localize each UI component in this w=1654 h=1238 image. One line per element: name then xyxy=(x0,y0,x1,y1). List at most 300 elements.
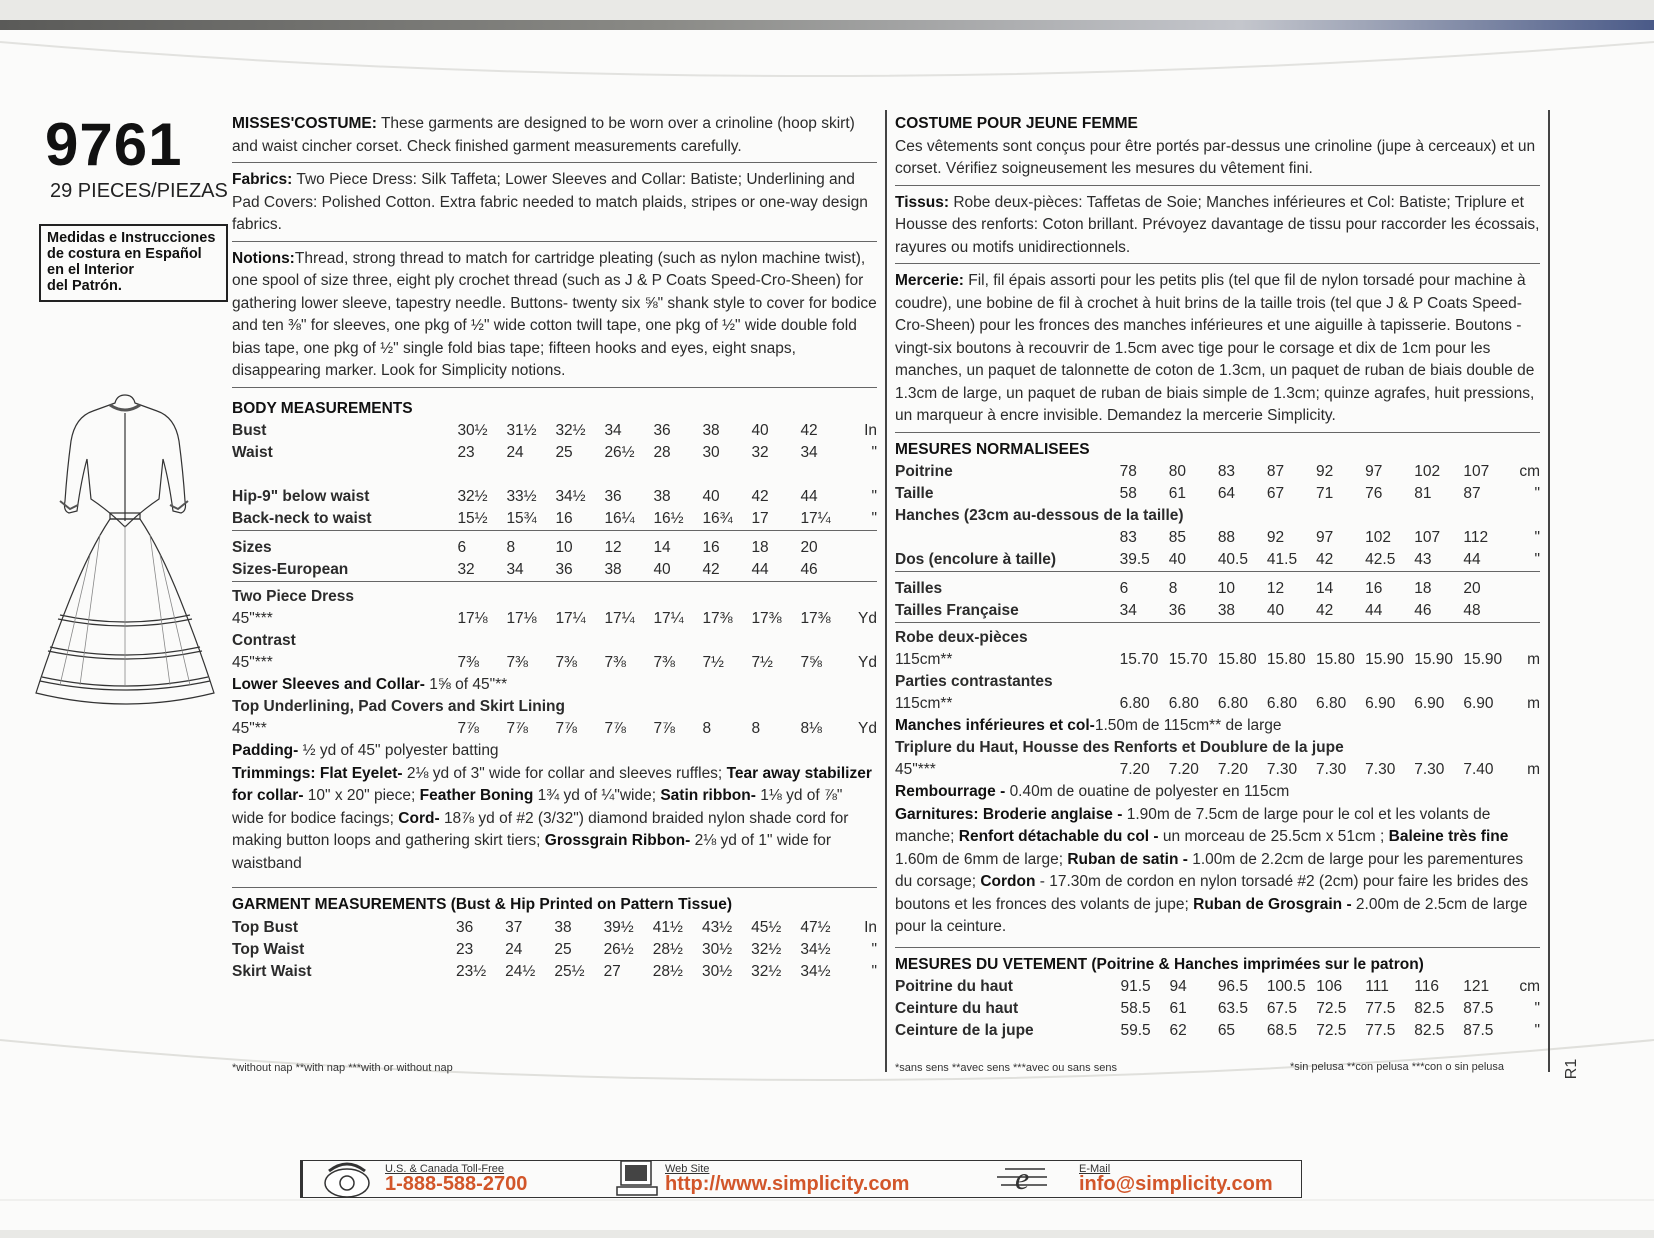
table-row xyxy=(895,671,1540,693)
cell: 23 xyxy=(455,940,474,958)
mesures-title: MESURES NORMALISEES xyxy=(895,440,1090,458)
row-label: Parties contrastantes xyxy=(895,673,1053,690)
cell: 97 xyxy=(1365,463,1383,480)
cell: 83 xyxy=(1217,463,1236,480)
cell: 87 xyxy=(1266,463,1285,480)
cell: 36 xyxy=(604,488,622,505)
cell: 27 xyxy=(603,962,621,980)
row-label: Dos (encolure à taille) xyxy=(895,551,1057,568)
cell: 8 xyxy=(1168,580,1178,597)
row-label: Skirt Waist xyxy=(232,962,312,980)
cell: 37 xyxy=(505,918,523,936)
cell: 30½ xyxy=(701,940,733,958)
svg-text:e: e xyxy=(1015,1160,1030,1196)
cell: 25 xyxy=(555,444,573,461)
cell: 28½ xyxy=(652,962,683,980)
cell: 7⅜ xyxy=(457,654,479,671)
intro-section xyxy=(895,113,1540,186)
cell: 16 xyxy=(555,510,573,527)
cell: 17 xyxy=(751,510,769,527)
cell: 42 xyxy=(1316,602,1334,619)
cell: 1.50m de 115cm** de large xyxy=(1094,717,1282,734)
row-label: Two Piece Dress xyxy=(232,588,355,605)
cell: 111 xyxy=(1365,978,1389,995)
cell: 6.80 xyxy=(1217,695,1248,712)
unit: " xyxy=(871,962,877,980)
cell: 40.5 xyxy=(1217,551,1248,568)
cell: 15.80 xyxy=(1266,651,1306,668)
cell: 7⅜ xyxy=(555,654,577,671)
cell: 87 xyxy=(1463,485,1481,502)
trim-label: Cordon xyxy=(980,873,1036,890)
row-label: Hip-9" below waist xyxy=(232,488,370,505)
cell: 7½ xyxy=(702,654,724,671)
vetement-table xyxy=(895,976,1540,1042)
row-label: Lower Sleeves and Collar- xyxy=(232,676,425,693)
cell: 39½ xyxy=(603,918,634,936)
contact-bar xyxy=(300,1160,1302,1198)
trim-label: Renfort détachable du col - xyxy=(958,828,1159,845)
cell: 7½ xyxy=(751,654,773,671)
unit: " xyxy=(871,444,877,461)
cell: 44 xyxy=(751,561,769,578)
cell: 78 xyxy=(1119,463,1137,480)
cell: 23½ xyxy=(455,962,487,980)
cell: 46 xyxy=(800,561,818,578)
notions-title: Notions: xyxy=(232,249,295,267)
cell: 7.30 xyxy=(1414,761,1445,778)
cell: 96.5 xyxy=(1217,978,1248,995)
vetement-title: MESURES DU VETEMENT (Poitrine & Hanches imprimées sur le patron) xyxy=(895,955,1424,973)
cell: 34½ xyxy=(800,940,831,958)
fabrics-title: Fabrics: xyxy=(232,171,293,188)
garnitures-section: Garnitures: Broderie anglaise - 1.90m de 7.5cm de large pour le col et les volants de manche; Renfort détachable du col - un morceau de 25.5cm x 51cm ; Baleine très fine 1.60m de 6mm de large; Ruban de satin - 1.00m de 2.2cm de large pour les parementures du corsage; Cordon - 17.30m de cordon en nylon torsadé #2 (2cm) pour faire les brides des boutons et les fronces des volants de jupe; Ruban de Grosgrain - 2.00m de 2.5cm de large pour la ceinture. xyxy=(895,804,1540,948)
row-label: Poitrine xyxy=(895,463,953,480)
footnote-spanish: *sin pelusa **con pelusa ***con o sin pelusa xyxy=(1290,1061,1505,1073)
table-row xyxy=(232,559,877,582)
row-label: Triplure du Haut, Housse des Renforts et Doublure de la jupe xyxy=(895,739,1344,756)
table-row xyxy=(895,600,1540,623)
row-label: Ceinture du haut xyxy=(895,1000,1019,1017)
row-label: Contrast xyxy=(232,632,296,649)
unit: m xyxy=(1527,761,1540,778)
cell: 41½ xyxy=(652,918,683,936)
unit: m xyxy=(1527,651,1540,668)
table-row xyxy=(895,649,1540,671)
cell: 8 xyxy=(506,539,516,556)
unit: In xyxy=(864,422,877,439)
row-label: 45"*** xyxy=(232,610,273,627)
phone-block xyxy=(385,1163,527,1196)
cell: 14 xyxy=(1316,580,1334,597)
row-label: 115cm** xyxy=(895,651,953,668)
cell: 7⅞ xyxy=(653,720,675,737)
cell: 15.70 xyxy=(1168,651,1208,668)
cell: 18 xyxy=(751,539,769,556)
cell: 65 xyxy=(1217,1022,1236,1039)
cell: 7⅞ xyxy=(506,720,528,737)
cell: 7.20 xyxy=(1168,761,1199,778)
cell: 15.80 xyxy=(1316,651,1355,668)
cell: 34½ xyxy=(555,488,586,505)
cell: 61 xyxy=(1169,1000,1187,1017)
spanish-instructions-box xyxy=(39,224,228,302)
cell: 25½ xyxy=(554,962,585,980)
body-measurements-table xyxy=(232,420,877,740)
table-row xyxy=(232,420,877,442)
padding-line: Padding- ½ yd of 45" polyester batting xyxy=(232,742,499,759)
table-row xyxy=(895,1020,1540,1042)
cell: 10 xyxy=(555,539,573,556)
table-row xyxy=(895,998,1540,1020)
cell: 25 xyxy=(554,940,572,958)
cell: 32½ xyxy=(457,488,488,505)
column-divider xyxy=(885,110,887,1072)
cell: 12 xyxy=(1266,580,1285,597)
cell: 34½ xyxy=(800,962,831,980)
cell: 92 xyxy=(1316,463,1334,480)
cell: 97 xyxy=(1316,529,1334,546)
cell: 17⅛ xyxy=(506,610,537,627)
trim-label: Ruban de satin - xyxy=(1067,850,1188,868)
cell: 8 xyxy=(751,720,761,737)
table-row xyxy=(895,737,1540,759)
cell: 6.80 xyxy=(1168,695,1199,712)
table-row xyxy=(895,693,1540,715)
cell: 42 xyxy=(751,488,769,505)
spacer-row xyxy=(232,464,877,486)
cell: 43½ xyxy=(701,918,733,936)
cell: 31½ xyxy=(506,422,537,439)
cell: 18 xyxy=(1414,580,1432,597)
cell: 20 xyxy=(800,539,818,556)
table-row xyxy=(232,696,877,718)
unit: " xyxy=(871,510,877,527)
cell: 67 xyxy=(1266,485,1285,502)
row-label: Taille xyxy=(895,485,934,502)
cell: 107 xyxy=(1463,463,1490,480)
cell: 17⅜ xyxy=(800,610,831,627)
row-label: Top Bust xyxy=(232,918,299,936)
unit: Yd xyxy=(858,610,877,627)
cell: 82.5 xyxy=(1414,1000,1445,1017)
cell: 45½ xyxy=(751,918,782,936)
computer-icon xyxy=(615,1157,661,1203)
cell: 32½ xyxy=(555,422,586,439)
row-label: Ceinture de la jupe xyxy=(895,1022,1034,1039)
cell: 24 xyxy=(505,940,523,958)
notions-section xyxy=(232,248,877,388)
row-label: Tailles xyxy=(895,580,943,597)
cell: 17¼ xyxy=(555,610,586,627)
cell: 6 xyxy=(1119,580,1129,597)
fabrics-text: Two Piece Dress: Silk Taffeta; Lower Sleeves and Collar: Batiste; Underlining and Pad Covers: Polished Cotton. Extra fabric needed to match plaids, stripes or one-way design fabrics. xyxy=(232,171,868,233)
cell: 59.5 xyxy=(1120,1022,1151,1039)
table-row xyxy=(895,976,1540,998)
cell: 7.20 xyxy=(1119,761,1150,778)
cell: 46 xyxy=(1414,602,1432,619)
cell: 107 xyxy=(1414,529,1441,546)
cell: 7.40 xyxy=(1463,761,1494,778)
cell: 64 xyxy=(1217,485,1236,502)
intro-text: Ces vêtements sont conçus pour être portés par-dessus une crinoline (jupe à cerceaux) et un corset. Vérifiez soigneusement les mesures du vêtement fini. xyxy=(895,137,1536,177)
table-row xyxy=(895,572,1540,601)
cell: 8 xyxy=(702,720,712,737)
cell: 76 xyxy=(1365,485,1383,502)
cell: 16¾ xyxy=(702,510,733,527)
email-icon xyxy=(993,1157,1063,1201)
cell: 61 xyxy=(1168,485,1186,502)
cell: 15.90 xyxy=(1463,651,1503,668)
cell: 6 xyxy=(457,539,467,556)
cell: 7⅜ xyxy=(506,654,528,671)
table-row xyxy=(232,608,877,630)
unit: " xyxy=(1534,1000,1540,1017)
cell: 40 xyxy=(1266,602,1285,619)
cell: 7⅞ xyxy=(457,720,479,737)
unit: m xyxy=(1527,695,1540,712)
table-row xyxy=(232,939,877,961)
cell: 15.90 xyxy=(1365,651,1404,668)
cell: 40 xyxy=(702,488,720,505)
cell: 85 xyxy=(1168,529,1186,546)
unit: " xyxy=(1534,551,1540,568)
cell: 62 xyxy=(1169,1022,1187,1039)
unit: cm xyxy=(1519,978,1540,995)
cell: 36 xyxy=(653,422,671,439)
unit: Yd xyxy=(858,654,877,671)
trim-label: Baleine très fine xyxy=(1388,828,1509,845)
cell: 30½ xyxy=(457,422,488,439)
cell: 30½ xyxy=(701,962,733,980)
cell: 7⅜ xyxy=(604,654,626,671)
telephone-icon xyxy=(321,1157,373,1201)
footnote-english: *without nap **with nap ***with or without nap xyxy=(232,1062,453,1074)
cell: 7⅜ xyxy=(653,654,675,671)
cell: 17¼ xyxy=(653,610,684,627)
cell: 10 xyxy=(1217,580,1236,597)
cell: 15½ xyxy=(457,510,488,527)
unit: " xyxy=(1534,529,1540,546)
mercerie-title: Mercerie: xyxy=(895,272,964,289)
cell: 77.5 xyxy=(1365,1022,1396,1039)
row-label: 45"** xyxy=(232,720,267,737)
column-divider-right xyxy=(1548,110,1550,1072)
cell: 6.90 xyxy=(1414,695,1445,712)
table-row xyxy=(232,582,877,609)
cell: 44 xyxy=(1463,551,1481,568)
cell: 32½ xyxy=(751,962,782,980)
cell: 81 xyxy=(1414,485,1432,502)
cell: 38 xyxy=(702,422,720,439)
row-label: Top Waist xyxy=(232,940,305,958)
unit: " xyxy=(1534,485,1540,502)
cell: 40 xyxy=(1168,551,1186,568)
cell: 58.5 xyxy=(1120,1000,1151,1017)
cell: 26½ xyxy=(603,940,634,958)
table-row xyxy=(232,630,877,652)
table-row xyxy=(232,917,877,939)
cell: 88 xyxy=(1217,529,1236,546)
table-row xyxy=(895,623,1540,650)
cell: 77.5 xyxy=(1365,1000,1396,1017)
row-label: Poitrine du haut xyxy=(895,978,1013,995)
table-row xyxy=(895,505,1540,527)
cell: 16 xyxy=(702,539,720,556)
cell: 40 xyxy=(751,422,769,439)
cell: 7.30 xyxy=(1316,761,1347,778)
cell: 15.80 xyxy=(1217,651,1257,668)
intro-section xyxy=(232,113,877,163)
cell: 17⅜ xyxy=(702,610,733,627)
row-label: Back-neck to waist xyxy=(232,510,372,527)
cell: 36 xyxy=(455,918,474,936)
cell: 82.5 xyxy=(1414,1022,1445,1039)
cell: 102 xyxy=(1365,529,1392,546)
cell: 32½ xyxy=(751,940,782,958)
cell: 38 xyxy=(1217,602,1236,619)
cell: 121 xyxy=(1463,978,1490,995)
cell: 94 xyxy=(1169,978,1187,995)
english-column xyxy=(232,113,877,983)
cell: 17⅜ xyxy=(751,610,782,627)
cell: 34 xyxy=(1119,602,1137,619)
table-row xyxy=(232,508,877,531)
cell: 16¼ xyxy=(604,510,635,527)
cell: 42 xyxy=(1316,551,1334,568)
cell: 32 xyxy=(751,444,769,461)
row-label: 115cm** xyxy=(895,695,953,712)
mercerie-text: Fil, fil épais assorti pour les petits plis (tel que fil de nylon torsadé pour machine à coudre), une bobine de fil à crochet à huit brins de la taille trois (tel que J & P Coats Speed-Cro-Sheen) pour les fronces des manches inférieures et une aiguille à tapisserie. Boutons - vingt-six boutons à recouvrir de 1.5cm avec tige pour le corsage et dix de 1cm pour les manches, un paquet de talonnette de coton de 1.3cm, un paquet de ruban de biais double de 1.3cm de large, un paquet de ruban de biais simple de 1.3cm; quinze agrafes, huit pressions, un marqueur à encre invisible. Demandez la mercerie Simplicity. xyxy=(895,272,1535,424)
cell: 15.70 xyxy=(1119,651,1159,668)
spanish-line: de costura en Español xyxy=(47,246,202,262)
garment-measurements-title: GARMENT MEASUREMENTS (Bust & Hip Printed on Pattern Tissue) xyxy=(232,896,733,913)
cell: 116 xyxy=(1414,978,1439,995)
row-label: 45"*** xyxy=(232,654,273,671)
cell: 24 xyxy=(506,444,524,461)
tissus-section xyxy=(895,192,1540,265)
cell: 44 xyxy=(800,488,818,505)
trim-label: Feather Boning xyxy=(419,787,534,804)
email-address[interactable]: info@simplicity.com xyxy=(1079,1173,1273,1195)
cell: 7.30 xyxy=(1365,761,1396,778)
cell: 67.5 xyxy=(1266,1000,1297,1017)
cell: 12 xyxy=(604,539,622,556)
cell: 1⅝ of 45"** xyxy=(429,676,508,693)
cell: 72.5 xyxy=(1316,1000,1347,1017)
cell: 80 xyxy=(1168,463,1186,480)
row-label: Top Underlining, Pad Covers and Skirt Lining xyxy=(232,698,565,715)
cell: 63.5 xyxy=(1217,1000,1248,1017)
cell: 36 xyxy=(555,561,573,578)
spanish-line: Medidas e Instrucciones xyxy=(47,230,216,246)
cell: 15¾ xyxy=(506,510,537,527)
cell: 41.5 xyxy=(1266,551,1298,568)
cell: 28½ xyxy=(652,940,683,958)
row-label: Robe deux-pièces xyxy=(895,629,1028,646)
row-label: Hanches (23cm au-dessous de la taille) xyxy=(895,507,1184,524)
cell: 34 xyxy=(604,422,622,439)
intro-title: COSTUME POUR JEUNE FEMME xyxy=(895,115,1138,132)
cell: 34 xyxy=(506,561,524,578)
phone-number[interactable]: 1-888-588-2700 xyxy=(385,1173,528,1195)
table-row xyxy=(895,759,1540,781)
cell: 7⅝ xyxy=(800,654,822,671)
table-row xyxy=(232,961,877,983)
phone-label: U.S. & Canada Toll-Free xyxy=(385,1163,505,1175)
cell: 48 xyxy=(1463,602,1481,619)
intro-text: These garments are designed to be worn over a crinoline (hoop skirt) and waist cincher corset. Check finished garment measurements carefully. xyxy=(232,115,855,155)
tissus-text: Robe deux-pièces: Taffetas de Soie; Manches inférieures et Col: Batiste; Triplure et Housse des renforts: Coton brillant. Prévoyez davantage de tissu pour raccorder les écossais, rayures ou motifs unidirectionnels. xyxy=(895,193,1540,256)
cell: 100.5 xyxy=(1266,978,1306,995)
cell: 6.80 xyxy=(1119,695,1150,712)
footnote-french: *sans sens **avec sens ***avec ou sans sens xyxy=(895,1062,1117,1074)
trimmings-section: Trimmings: Flat Eyelet- 2⅛ yd of 3" wide for collar and sleeves ruffles; Tear away stabilizer for collar- 10" x 20" piece; Feather Boning 1¾ yd of ¼"wide; Satin ribbon- 1⅛ yd of ⅞" wide for bodice facings; Cord- 18⅞ yd of #2 (3/32") diamond braided nylon shade cord for making button loops and gathering skirt tiers; Grossgrain Ribbon- 2⅛ yd of 1" wide for waistband xyxy=(232,763,877,889)
cell: 112 xyxy=(1463,529,1489,546)
cell: 7⅞ xyxy=(604,720,626,737)
website-block xyxy=(665,1163,909,1196)
cell: 40 xyxy=(653,561,671,578)
row-label: Sizes xyxy=(232,539,272,556)
cell: 42 xyxy=(702,561,720,578)
garment-measurements-table xyxy=(232,917,877,983)
unit: " xyxy=(871,488,877,505)
unit: Yd xyxy=(858,720,877,737)
cell: 24½ xyxy=(505,962,536,980)
website-label: Web Site xyxy=(665,1163,710,1175)
trim-label: Tear away stabilizer for collar- xyxy=(232,764,872,804)
cell: 92 xyxy=(1266,529,1285,546)
french-column xyxy=(895,113,1540,1042)
row-label: Tailles Française xyxy=(895,602,1019,619)
cell: 68.5 xyxy=(1266,1022,1297,1039)
unit: cm xyxy=(1519,463,1540,480)
row-label: Bust xyxy=(232,422,267,439)
trim-label: Trimmings: Flat Eyelet- xyxy=(232,764,403,782)
cell: 26½ xyxy=(604,444,635,461)
cell: 58 xyxy=(1119,485,1137,502)
pieces-count: 29 PIECES/PIEZAS xyxy=(50,180,228,202)
cell: 38 xyxy=(653,488,671,505)
website-link[interactable]: http://www.simplicity.com xyxy=(665,1173,910,1195)
table-row xyxy=(895,527,1540,549)
body-measurements-title: BODY MEASUREMENTS xyxy=(232,399,413,417)
cell: 6.80 xyxy=(1266,695,1298,712)
email-label: E-Mail xyxy=(1079,1163,1111,1175)
cell: 36 xyxy=(1168,602,1186,619)
table-row xyxy=(232,674,877,696)
row-label: Waist xyxy=(232,444,273,461)
cell: 7⅞ xyxy=(555,720,577,737)
cell: 42 xyxy=(800,422,818,439)
unit: " xyxy=(1534,1022,1540,1039)
cell: 34 xyxy=(800,444,818,461)
rembourrage-line: Rembourrage - 0.40m de ouatine de polyester en 115cm xyxy=(895,783,1290,800)
tissus-title: Tissus: xyxy=(895,193,949,211)
cell: 30 xyxy=(702,444,720,461)
row-label: Sizes-European xyxy=(232,561,349,578)
cell: 42.5 xyxy=(1365,551,1396,568)
revision-mark: R1 xyxy=(1563,1058,1581,1080)
mercerie-section xyxy=(895,270,1540,433)
cell: 39.5 xyxy=(1119,551,1150,568)
trim-label: Ruban de Grosgrain - xyxy=(1193,895,1352,913)
cell: 83 xyxy=(1119,529,1137,546)
mesures-table xyxy=(895,461,1540,781)
cell: 14 xyxy=(653,539,671,556)
table-row xyxy=(895,715,1540,737)
cell: 102 xyxy=(1414,463,1441,480)
